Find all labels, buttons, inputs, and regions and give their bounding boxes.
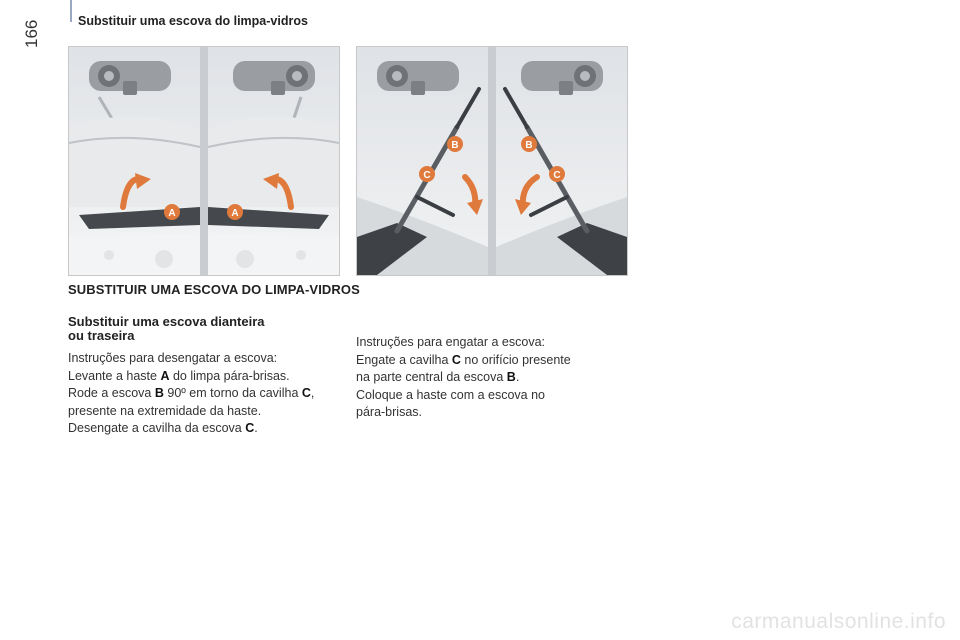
instruction-line: pára-brisas. [356,405,422,419]
callout-ref-b: B [506,370,516,384]
callout-ref-a: A [160,368,170,383]
figure-raise-wiper-arm-drawing [69,47,339,275]
page-number: 166 [22,19,41,48]
callout-a-left: A [168,208,176,219]
instruction-line: Desengate a cavilha da escova C. [68,421,258,435]
instruction-line: Coloque a haste com a escova no [356,387,546,402]
figure-rotate-wiper-blade [356,46,628,276]
instructions-engage [356,334,646,422]
figure-rotate-wiper-blade-drawing [357,47,627,275]
figure-raise-wiper-arm [68,46,340,276]
callout-ref-c: C [301,386,311,400]
instruction-line: presente na extremidade da haste. [68,403,262,418]
instruction-line: Levante a haste A do limpa pára-brisas. [68,368,290,383]
instruction-line: na parte central da escova B. [356,370,520,384]
instruction-line: Instruções para engatar a escova: [356,335,546,349]
callout-ref-c: C [245,421,255,435]
callout-b-right: B [525,140,533,151]
callout-ref-b: B [154,386,164,400]
watermark: carmanualsonline.info [731,610,946,633]
callout-a-right: A [231,208,239,219]
subsection-title-line-2: ou traseira [68,328,135,343]
section-title: SUBSTITUIR UMA ESCOVA DO LIMPA-VIDROS [68,282,360,297]
side-rule [70,0,72,22]
callout-c-right: C [553,170,561,181]
instruction-line: Rode a escova B 90º em torno da cavilha C, [68,386,315,400]
callout-ref-c: C [451,352,461,367]
instruction-line: Engate a cavilha C no orifício presente [356,352,571,367]
subsection-title-line-1: Substituir uma escova dianteira [68,314,265,329]
callout-b-left: B [451,140,459,151]
running-head: Substituir uma escova do limpa-vidros [78,14,308,28]
instructions-disengage [68,350,358,438]
subsection-title [68,315,318,343]
instruction-line: Instruções para desengatar a escova: [68,351,278,365]
callout-c-left: C [423,170,431,181]
